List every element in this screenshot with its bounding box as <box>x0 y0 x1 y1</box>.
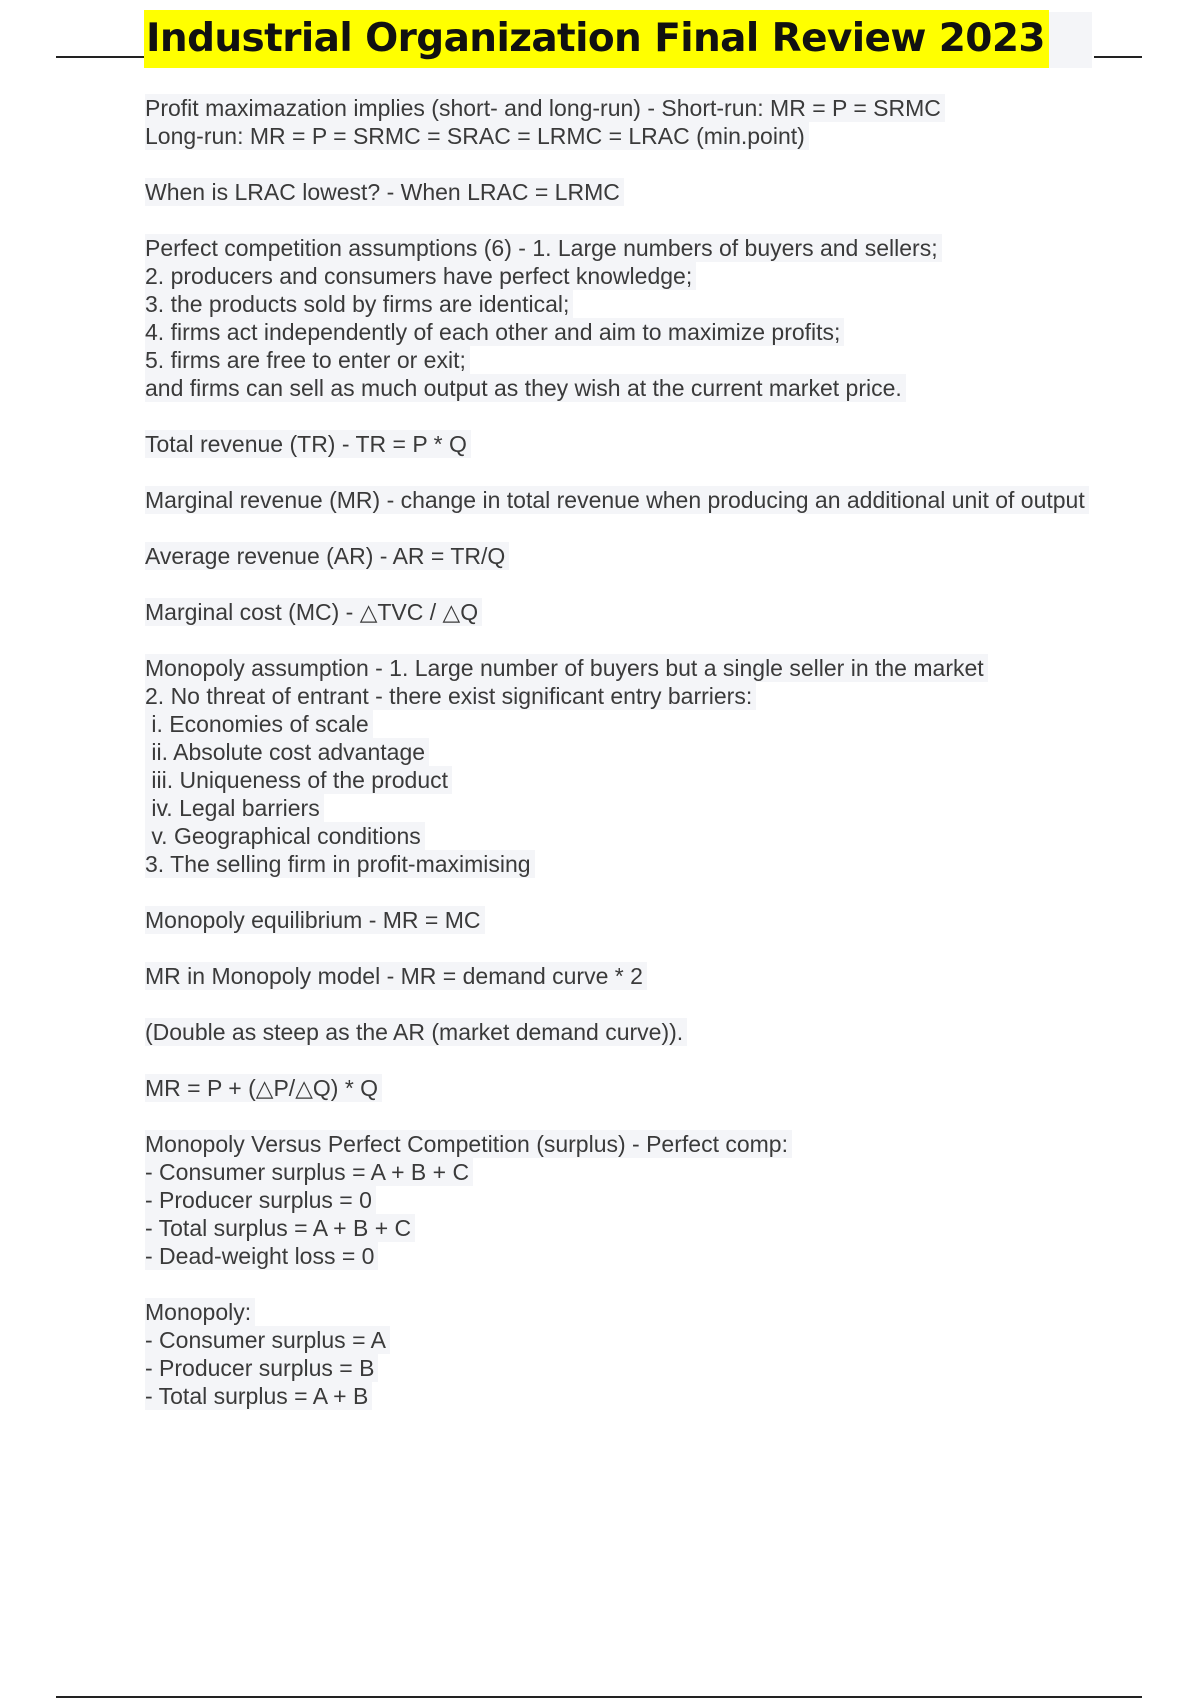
entry-line: 3. the products sold by firms are identical; <box>145 290 573 318</box>
entry-line: iv. Legal barriers <box>145 794 324 822</box>
entry-line: (Double as steep as the AR (market demand curve)). <box>145 1018 687 1046</box>
review-entry <box>145 1018 1105 1046</box>
entry-line: Monopoly: <box>145 1298 255 1326</box>
review-entry <box>145 1130 1105 1270</box>
review-entry <box>145 962 1105 990</box>
review-entry <box>145 654 1105 878</box>
footer-rule <box>56 1696 1142 1698</box>
entry-line: MR in Monopoly model - MR = demand curve * 2 <box>145 962 647 990</box>
entry-line: Profit maximazation implies (short- and long-run) - Short-run: MR = P = SRMC <box>145 94 945 122</box>
document-title: Industrial Organization Final Review 2023 <box>144 10 1049 68</box>
review-entry <box>145 94 1105 150</box>
review-entry <box>145 486 1105 514</box>
entry-line: Marginal cost (MC) - △TVC / △Q <box>145 598 482 626</box>
entry-line: 5. firms are free to enter or exit; <box>145 346 470 374</box>
entry-line: Monopoly equilibrium - MR = MC <box>145 906 485 934</box>
entry-line: 4. firms act independently of each other and aim to maximize profits; <box>145 318 844 346</box>
review-entry <box>145 906 1105 934</box>
entry-line: - Producer surplus = 0 <box>145 1186 376 1214</box>
entry-line: - Dead-weight loss = 0 <box>145 1242 378 1270</box>
entry-line: and firms can sell as much output as they wish at the current market price. <box>145 374 906 402</box>
entry-line: iii. Uniqueness of the product <box>145 766 452 794</box>
review-entry <box>145 234 1105 402</box>
entry-line: MR = P + (△P/△Q) * Q <box>145 1074 382 1102</box>
entry-line: Marginal revenue (MR) - change in total revenue when producing an additional unit of output <box>145 486 1089 514</box>
review-entry <box>145 542 1105 570</box>
review-entry <box>145 178 1105 206</box>
entry-line: - Total surplus = A + B <box>145 1382 372 1410</box>
entry-line: 3. The selling firm in profit-maximising <box>145 850 535 878</box>
entry-line: 2. producers and consumers have perfect knowledge; <box>145 262 696 290</box>
entry-line: ii. Absolute cost advantage <box>145 738 429 766</box>
entry-line: Monopoly Versus Perfect Competition (surplus) - Perfect comp: <box>145 1130 792 1158</box>
entry-line: - Producer surplus = B <box>145 1354 378 1382</box>
entry-line: v. Geographical conditions <box>145 822 425 850</box>
entry-line: - Total surplus = A + B + C <box>145 1214 415 1242</box>
entry-line: Long-run: MR = P = SRMC = SRAC = LRMC = LRAC (min.point) <box>145 122 809 150</box>
header-rule-right <box>1094 56 1142 58</box>
entry-line: - Consumer surplus = A + B + C <box>145 1158 473 1186</box>
review-content <box>145 94 1105 1438</box>
entry-line: Average revenue (AR) - AR = TR/Q <box>145 542 509 570</box>
review-entry <box>145 1298 1105 1410</box>
header-rule-left <box>56 56 144 58</box>
entry-line: - Consumer surplus = A <box>145 1326 390 1354</box>
entry-line: Perfect competition assumptions (6) - 1. Large numbers of buyers and sellers; <box>145 234 942 262</box>
entry-line: When is LRAC lowest? - When LRAC = LRMC <box>145 178 624 206</box>
entry-line: 2. No threat of entrant - there exist significant entry barriers: <box>145 682 756 710</box>
entry-line: Monopoly assumption - 1. Large number of buyers but a single seller in the market <box>145 654 988 682</box>
review-entry <box>145 598 1105 626</box>
entry-line: Total revenue (TR) - TR = P * Q <box>145 430 471 458</box>
review-entry <box>145 430 1105 458</box>
review-entry <box>145 1074 1105 1102</box>
entry-line: i. Economies of scale <box>145 710 373 738</box>
